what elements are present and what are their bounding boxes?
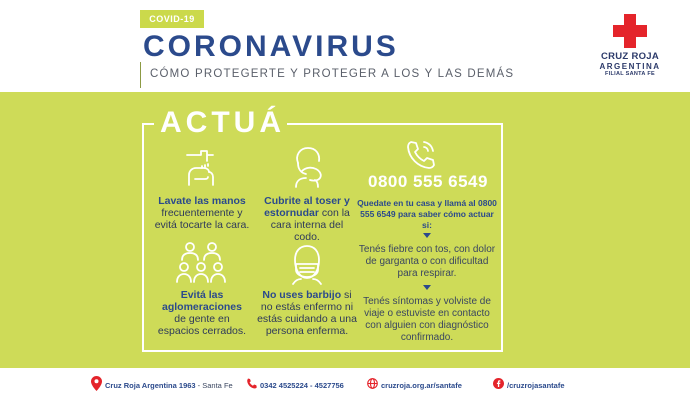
phone-icon [405,139,437,169]
tip-text: si no estás enfermo ni estás cuidando a una persona enferma. [257,289,357,337]
tip-mask [257,289,357,337]
frame-line [142,350,503,352]
frame-line [287,123,503,125]
tip-text: de gente en espacios cerrados. [157,313,247,337]
frame-line [142,123,144,352]
footer [0,368,690,400]
triangle-down-icon [423,285,431,290]
triangle-down-icon [423,233,431,238]
address-rest: - Santa Fe [195,381,233,390]
section-heading: ACTUÁ [160,106,285,139]
cruz-roja-logo [590,14,670,77]
logo-line-1: CRUZ ROJA [600,51,660,62]
phones-text: 0342 4525224 - 4527756 [260,381,344,390]
crowd-icon [176,240,226,286]
tip-text: frecuentemente y evitá tocarte la cara. [154,207,250,231]
covid-tag: COVID-19 [140,10,204,28]
page-subtitle: CÓMO PROTEGERTE Y PROTEGER A LOS Y LAS DEMÁS [150,68,515,80]
stay-home-text: Quedate en tu casa y llamá al 0800 555 6549 para saber cómo actuar si: [357,198,497,230]
frame-line [501,123,503,352]
condition-1: Tenés fiebre con tos, con dolor de garganta o con dificultad para respirar. [358,244,496,279]
tip-text: con la cara interna del codo. [270,207,350,243]
face-mask-icon [287,244,327,286]
tip-bold: Lavate las manos [158,195,246,207]
hand-washing-icon [183,145,223,187]
facebook-text: /cruzrojasantafe [507,381,565,390]
facebook-icon [493,378,504,389]
tip-bold: Evitá las aglomeraciones [162,289,242,313]
footer-address [105,381,233,390]
phone-number[interactable]: 0800 555 6549 [368,172,488,191]
logo-line-2: ARGENTINA [599,62,661,71]
condition-2: Tenés síntomas y volviste de viaje o estuviste en contacto con alguien con diagnóstico confirmado. [363,296,491,343]
coughing-icon [288,145,328,189]
footer-phones[interactable] [260,381,344,390]
tip-hand-washing [150,195,254,231]
logo-line-3: FILIAL SANTA FE [605,71,655,77]
footer-web-link[interactable] [381,381,462,390]
location-pin-icon [91,376,102,391]
page-title: CORONAVIRUS [143,30,399,63]
tip-bold: Cubrite al toser y estornudar [264,195,350,219]
footer-facebook-link[interactable] [507,381,565,390]
phone-icon [246,378,257,389]
address-bold: Cruz Roja Argentina 1963 [105,381,196,390]
tip-crowds [156,289,248,337]
web-text: cruzroja.org.ar/santafe [381,381,462,390]
tip-cough [257,195,357,243]
tip-bold: No uses barbijo [262,289,342,301]
globe-icon [367,378,378,389]
red-cross-icon [613,14,647,48]
subtitle-divider [140,62,141,88]
